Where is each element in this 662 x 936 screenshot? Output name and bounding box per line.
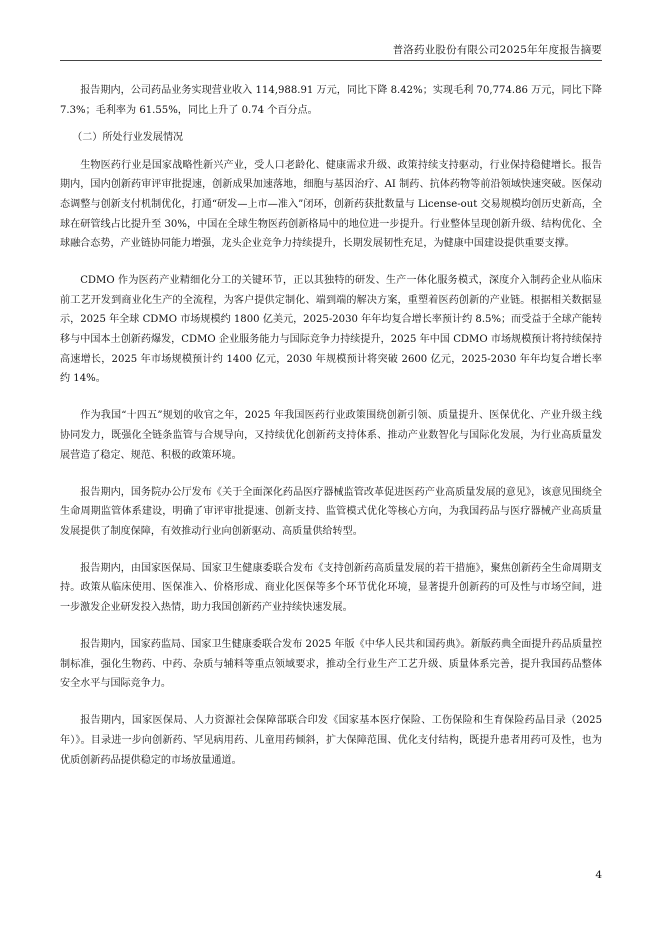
- paragraph-revenue-summary: 报告期内，公司药品业务实现营业收入 114,988.91 万元，同比下降 8.42%；实现毛利 70,774.86 万元，同比下降 7.3%；毛利率为 61.55%，同比上升了 0.74 个百分点。: [60, 85, 602, 116]
- report-title: 普洛药业股份有限公司2025年年度报告摘要: [392, 44, 602, 56]
- paragraph-drug-catalog: 报告期内，国家医保局、人力资源社会保障部联合印发《国家基本医疗保险、工伤保险和生育保险药品目录（2025 年）》。目录进一步向创新药、罕见病用药、儿童用药倾斜，扩大保障范围、优化支付结构，既提升患者用药可及性，也为优质创新药品提供稳定的市场放量通道。: [60, 715, 602, 766]
- header-divider: [60, 60, 602, 61]
- document-body: [60, 81, 602, 788]
- paragraph-pharmacopoeia: 报告期内，国家药监局、国家卫生健康委联合发布 2025 年版《中华人民共和国药典》。新版药典全面提升药品质量控制标准，强化生物药、中药、杂质与辅料等重点领域要求，推动全行业生产工艺升级、质量体系完善，提升我国药品整体安全水平与国际竞争力。: [60, 639, 602, 690]
- paragraph-policy-overview: 作为我国“十四五”规划的收官之年，2025 年我国医药行业政策围绕创新引领、质量提升、医保优化、产业升级主线协同发力，既强化全链条监管与合规导向，又持续优化创新药支持体系、推动产业数智化与国际化发展，为行业高质量发展营造了稳定、规范、积极的政策环境。: [60, 410, 602, 461]
- paragraph-cdmo: CDMO 作为医药产业精细化分工的关键环节，正以其独特的研发、生产一体化服务模式，深度介入制药企业从临床前工艺开发到商业化生产的全流程，为客户提供定制化、端到端的解决方案，重塑着医药创新的产业链。根据相关数据显示，2025 年全球 CDMO 市场规模约 1800 亿美元，2025-2030 年年均复合增长率预计约 8.5%；而受益于全球产能转移与中国本土创新药爆发，CDMO 企业服务能力与国际竞争力持续提升，2025 年中国 CDMO 市场规模预计将持续保持高速增长，2025 年市场规模预计约 1400 亿元，2030 年规模预计将突破 2600 亿元，2025-2030 年年均复合增长率约 14%。: [60, 275, 602, 385]
- page-header: [60, 40, 602, 60]
- paragraph-biopharma-industry: 生物医药行业是国家战略性新兴产业，受人口老龄化、健康需求升级、政策持续支持驱动，行业保持稳健增长。报告期内，国内创新药审评审批提速，创新成果加速落地，细胞与基因治疗、AI 制药、抗体药物等前沿领域快速突破。医保动态调整与创新支付机制优化，打通“研发—上市—准入”闭环，创新药获批数量与 License-out 交易规模均创历史新高，全球在研管线占比提升至 30%，中国在全球生物医药创新格局中的地位进一步提升。行业整体呈现创新升级、结构优化、全球融合态势，产业链协同能力增强，龙头企业竞争力持续提升，长期发展韧性充足，为健康中国建设提供重要支撑。: [60, 159, 602, 250]
- section-heading-industry: （二）所处行业发展情况: [72, 132, 184, 144]
- page-number: 4: [595, 869, 602, 881]
- paragraph-state-council-opinion: 报告期内，国务院办公厅发布《关于全面深化药品医疗器械监管改革促进医药产业高质量发展的意见》，该意见围绕全生命周期监管体系建设，明确了审评审批提速、创新支持、监管模式优化等核心方向，为我国药品与医疗器械产业高质量发展提供了制度保障，有效推动行业向创新驱动、高质量供给转型。: [60, 486, 602, 537]
- paragraph-innovative-drug-measures: 报告期内，由国家医保局、国家卫生健康委联合发布《支持创新药高质量发展的若干措施》，聚焦创新药全生命周期支持。政策从临床使用、医保准入、价格形成、商业化医保等多个环节优化环境，显著提升创新药的可及性与市场空间，进一步激发企业研发投入热情，助力我国创新药产业持续快速发展。: [60, 562, 602, 614]
